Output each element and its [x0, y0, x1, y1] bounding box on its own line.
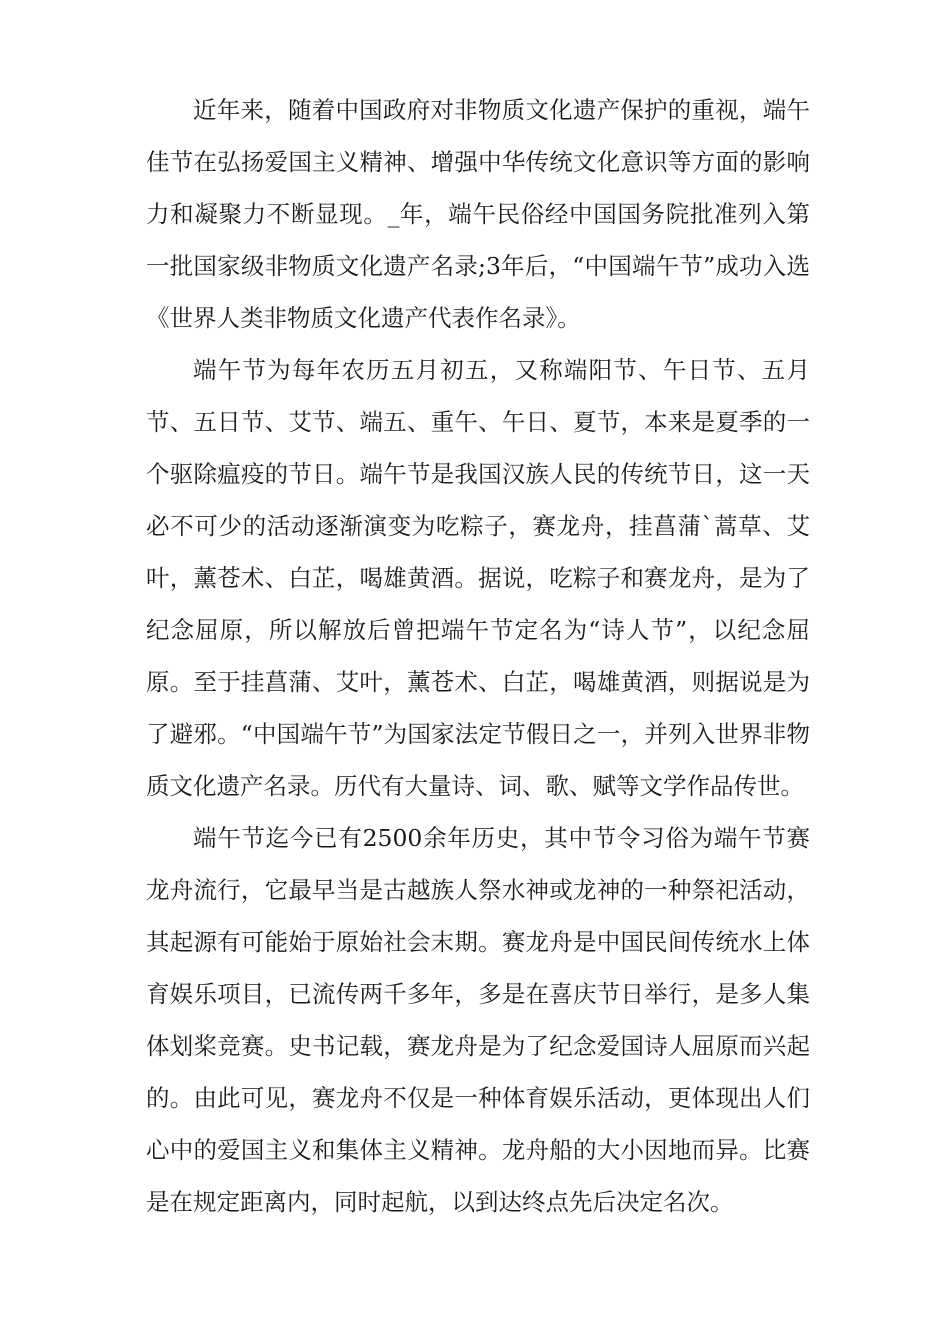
paragraph-dragon-boat: 端午节迄今已有2500余年历史，其中节令习俗为端午节赛龙舟流行，它最早当是古越族人祭水神或龙神的一种祭祀活动，其起源有可能始于原始社会末期。赛龙舟是中国民间传统水上体育娱乐项目，已流传两千多年，多是在喜庆节日举行，是多人集体划桨竞赛。史书记载，赛龙舟是为了纪念爱国诗人屈原而兴起的。由此可见，赛龙舟不仅是一种体育娱乐活动，更体现出人们心中的爱国主义和集体主义精神。龙舟船的大小因地而异。比赛是在规定距离内，同时起航，以到达终点先后决定名次。 [146, 824, 810, 1216]
paragraph-festival-names: 端午节为每年农历五月初五，又称端阳节、午日节、五月节、五日节、艾节、端五、重午、午日、夏节，本来是夏季的一个驱除瘟疫的节日。端午节是我国汉族人民的传统节日，这一天必不可少的活动逐渐演变为吃粽子，赛龙舟，挂菖蒲`蒿草、艾叶，薰苍术、白芷，喝雄黄酒。据说，吃粽子和赛龙舟，是为了纪念屈原，所以解放后曾把端午节定名为“诗人节”，以纪念屈原。至于挂菖蒲、艾叶，薰苍术、白芷，喝雄黄酒，则据说是为了避邪。“中国端午节”为国家法定节假日之一，并列入世界非物质文化遗产名录。历代有大量诗、词、歌、赋等文学作品传世。 [146, 356, 810, 800]
paragraph-intro: 近年来，随着中国政府对非物质文化遗产保护的重视，端午佳节在弘扬爱国主义精神、增强中华传统文化意识等方面的影响力和凝聚力不断显现。_年，端午民俗经中国国务院批准列入第一批国家级非物质文化遗产名录;3年后，“中国端午节”成功入选《世界人类非物质文化遗产代表作名录》。 [146, 96, 810, 332]
document-body [146, 84, 810, 1228]
